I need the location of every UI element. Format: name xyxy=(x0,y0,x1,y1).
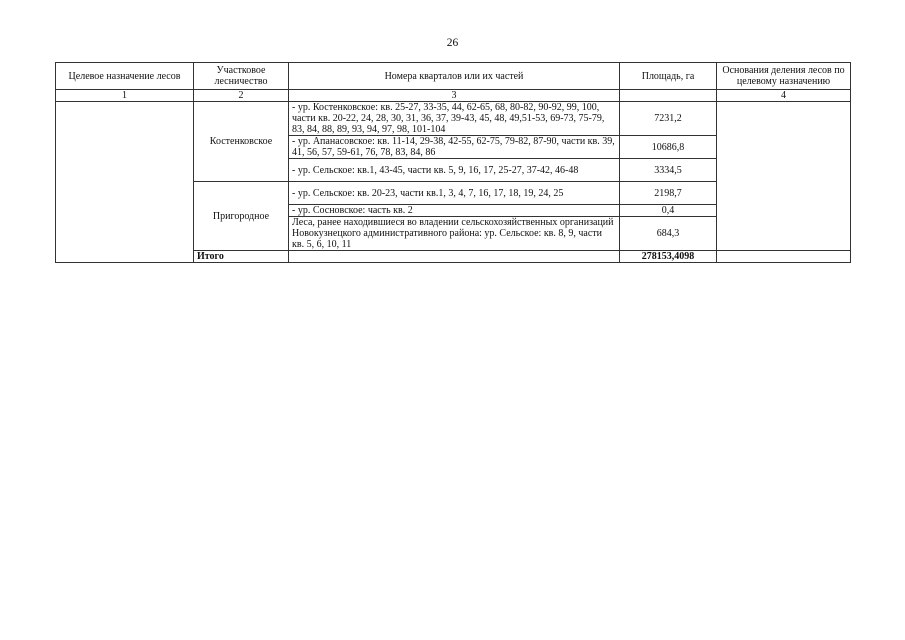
total-quarters-cell xyxy=(289,251,620,263)
area-cell: 0,4 xyxy=(620,205,717,217)
table-row xyxy=(56,102,851,136)
district-prigorodnoe: Пригородное xyxy=(194,182,289,251)
column-number xyxy=(620,90,717,102)
total-label: Итого xyxy=(194,251,289,263)
quarters-cell: - ур. Костенковское: кв. 25-27, 33-35, 44, 62-65, 68, 80-82, 90-92, 99, 100, части кв. 20-22, 24, 28, 30, 31, 36, 37, 39-43, 45, 48, 49,51-53, 69-73, 75-79, 83, 84, 88, 89, 93, 94, 97, 98, 101-104 xyxy=(289,102,620,136)
basis-cell xyxy=(717,102,851,251)
area-cell: 684,3 xyxy=(620,217,717,251)
page-number: 26 xyxy=(446,37,459,49)
area-cell: 2198,7 xyxy=(620,182,717,205)
area-cell: 3334,5 xyxy=(620,159,717,182)
total-area: 278153,4098 xyxy=(620,251,717,263)
column-number: 1 xyxy=(56,90,194,102)
header-purpose: Целевое назначение лесов xyxy=(56,63,194,90)
header-district: Участковое лесничество xyxy=(194,63,289,90)
forest-allocation-table xyxy=(55,62,851,263)
purpose-cell xyxy=(56,102,194,263)
quarters-cell: - ур. Сельское: кв. 20-23, части кв.1, 3, 4, 7, 16, 17, 18, 19, 24, 25 xyxy=(289,182,620,205)
quarters-cell: - ур. Апанасовское: кв. 11-14, 29-38, 42-55, 62-75, 79-82, 87-90, части кв. 39, 41, 56, 57, 59-61, 76, 78, 83, 84, 86 xyxy=(289,136,620,159)
area-cell: 10686,8 xyxy=(620,136,717,159)
column-number-row xyxy=(56,90,851,102)
district-kostenkovskoe: Костенковское xyxy=(194,102,289,182)
total-basis-cell xyxy=(717,251,851,263)
quarters-cell: - ур. Сосновское: часть кв. 2 xyxy=(289,205,620,217)
header-area: Площадь, га xyxy=(620,63,717,90)
area-cell: 7231,2 xyxy=(620,102,717,136)
quarters-cell: - ур. Сельское: кв.1, 43-45, части кв. 5, 9, 16, 17, 25-27, 37-42, 46-48 xyxy=(289,159,620,182)
header-basis: Основания деления лесов по целевому назначению xyxy=(717,63,851,90)
column-number: 2 xyxy=(194,90,289,102)
quarters-cell: Леса, ранее находившиеся во владении сельскохозяйственных организаций Новокузнецкого административного района: ур. Сельское: кв. 8, 9, части кв. 5, 6, 10, 11 xyxy=(289,217,620,251)
column-number: 4 xyxy=(717,90,851,102)
column-number: 3 xyxy=(289,90,620,102)
header-quarters: Номера кварталов или их частей xyxy=(289,63,620,90)
header-row xyxy=(56,63,851,90)
